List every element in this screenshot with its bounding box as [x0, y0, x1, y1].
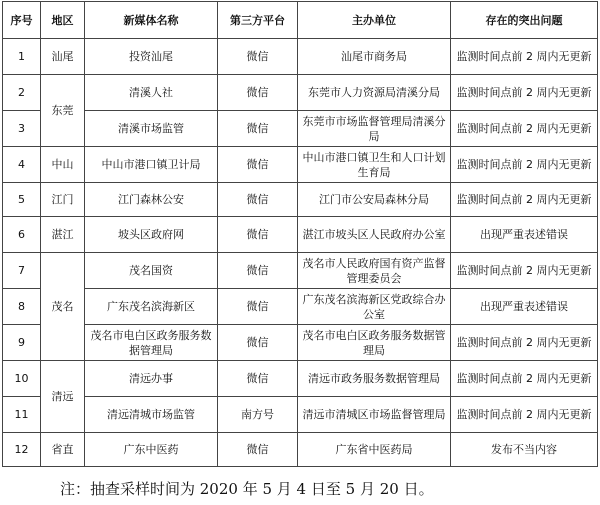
header-issue: 存在的突出问题	[451, 2, 598, 39]
cell-serial: 9	[3, 325, 41, 361]
cell-serial: 3	[3, 111, 41, 147]
cell-serial: 11	[3, 397, 41, 433]
cell-region: 省直	[41, 433, 85, 467]
cell-host-unit: 清远市清城区市场监督管理局	[298, 397, 451, 433]
header-platform: 第三方平台	[218, 2, 298, 39]
cell-serial: 8	[3, 289, 41, 325]
cell-serial: 1	[3, 39, 41, 75]
cell-serial: 2	[3, 75, 41, 111]
table-row	[3, 217, 598, 253]
cell-serial: 4	[3, 147, 41, 183]
cell-serial: 5	[3, 183, 41, 217]
table-row	[3, 147, 598, 183]
cell-host-unit: 汕尾市商务局	[298, 39, 451, 75]
cell-region: 湛江	[41, 217, 85, 253]
cell-media-name: 清溪市场监管	[85, 111, 218, 147]
cell-host-unit: 东莞市人力资源局清溪分局	[298, 75, 451, 111]
cell-issue: 监测时间点前 2 周内无更新	[451, 397, 598, 433]
cell-media-name: 清远清城市场监管	[85, 397, 218, 433]
table-row	[3, 289, 598, 325]
cell-issue: 监测时间点前 2 周内无更新	[451, 39, 598, 75]
cell-host-unit: 广东省中医药局	[298, 433, 451, 467]
cell-platform: 微信	[218, 183, 298, 217]
cell-host-unit: 清远市政务服务数据管理局	[298, 361, 451, 397]
cell-media-name: 江门森林公安	[85, 183, 218, 217]
header-host-unit: 主办单位	[298, 2, 451, 39]
cell-region: 汕尾	[41, 39, 85, 75]
cell-media-name: 茂名市电白区政务服务数据管理局	[85, 325, 218, 361]
problem-media-table	[2, 1, 598, 467]
cell-issue: 监测时间点前 2 周内无更新	[451, 183, 598, 217]
cell-platform: 南方号	[218, 397, 298, 433]
cell-platform: 微信	[218, 111, 298, 147]
table-row	[3, 111, 598, 147]
table-row	[3, 325, 598, 361]
cell-issue: 监测时间点前 2 周内无更新	[451, 361, 598, 397]
cell-platform: 微信	[218, 253, 298, 289]
cell-region: 清远	[41, 361, 85, 433]
cell-host-unit: 茂名市人民政府国有资产监督管理委员会	[298, 253, 451, 289]
cell-issue: 监测时间点前 2 周内无更新	[451, 111, 598, 147]
cell-region: 中山	[41, 147, 85, 183]
table-row	[3, 397, 598, 433]
cell-serial: 10	[3, 361, 41, 397]
cell-media-name: 投资汕尾	[85, 39, 218, 75]
cell-media-name: 中山市港口镇卫计局	[85, 147, 218, 183]
table-row	[3, 433, 598, 467]
cell-issue: 出现严重表述错误	[451, 289, 598, 325]
cell-issue: 出现严重表述错误	[451, 217, 598, 253]
cell-platform: 微信	[218, 39, 298, 75]
cell-platform: 微信	[218, 361, 298, 397]
cell-serial: 6	[3, 217, 41, 253]
cell-platform: 微信	[218, 325, 298, 361]
cell-media-name: 广东中医药	[85, 433, 218, 467]
cell-media-name: 茂名国资	[85, 253, 218, 289]
table-row	[3, 39, 598, 75]
table-row	[3, 183, 598, 217]
cell-platform: 微信	[218, 75, 298, 111]
cell-platform: 微信	[218, 217, 298, 253]
cell-platform: 微信	[218, 433, 298, 467]
table-row	[3, 253, 598, 289]
header-media-name: 新媒体名称	[85, 2, 218, 39]
cell-serial: 7	[3, 253, 41, 289]
cell-region: 茂名	[41, 253, 85, 361]
table-row	[3, 361, 598, 397]
cell-region: 江门	[41, 183, 85, 217]
cell-region: 东莞	[41, 75, 85, 147]
cell-host-unit: 湛江市坡头区人民政府办公室	[298, 217, 451, 253]
cell-host-unit: 江门市公安局森林分局	[298, 183, 451, 217]
cell-issue: 监测时间点前 2 周内无更新	[451, 147, 598, 183]
cell-platform: 微信	[218, 289, 298, 325]
cell-issue: 发布不当内容	[451, 433, 598, 467]
table-header-row	[3, 2, 598, 39]
table-row	[3, 75, 598, 111]
cell-media-name: 广东茂名滨海新区	[85, 289, 218, 325]
cell-media-name: 清远办事	[85, 361, 218, 397]
cell-issue: 监测时间点前 2 周内无更新	[451, 253, 598, 289]
cell-serial: 12	[3, 433, 41, 467]
cell-host-unit: 茂名市电白区政务服务数据管理局	[298, 325, 451, 361]
cell-host-unit: 广东茂名滨海新区党政综合办公室	[298, 289, 451, 325]
header-region: 地区	[41, 2, 85, 39]
cell-issue: 监测时间点前 2 周内无更新	[451, 325, 598, 361]
cell-media-name: 坡头区政府网	[85, 217, 218, 253]
cell-host-unit: 中山市港口镇卫生和人口计划生育局	[298, 147, 451, 183]
cell-platform: 微信	[218, 147, 298, 183]
cell-media-name: 清溪人社	[85, 75, 218, 111]
cell-issue: 监测时间点前 2 周内无更新	[451, 75, 598, 111]
header-serial: 序号	[3, 2, 41, 39]
cell-host-unit: 东莞市市场监督管理局清溪分局	[298, 111, 451, 147]
sampling-time-note: 注：抽查采样时间为 2020 年 5 月 4 日至 5 月 20 日。	[60, 480, 434, 498]
